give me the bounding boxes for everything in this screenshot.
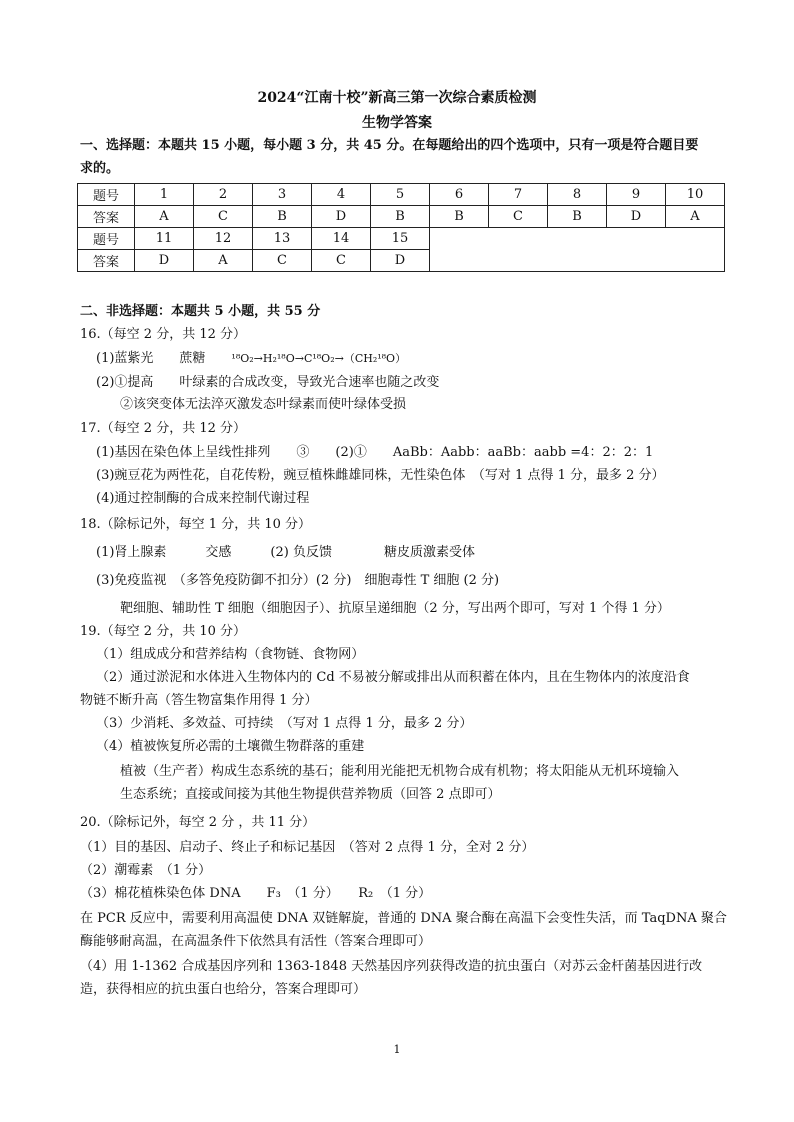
table-cell: B xyxy=(253,206,312,228)
section1-heading-line2: 求的。 xyxy=(80,161,120,176)
table-cell: 5 xyxy=(371,184,430,206)
q16-line2: (2)①提高 叶绿素的合成改变，导致光合速率也随之改变 xyxy=(96,375,440,390)
table-cell: 11 xyxy=(135,228,194,250)
table-cell: 7 xyxy=(489,184,548,206)
table-cell: 1 xyxy=(135,184,194,206)
table-cell: 13 xyxy=(253,228,312,250)
table-cell: 2 xyxy=(194,184,253,206)
table-cell: 12 xyxy=(194,228,253,250)
table-cell: A xyxy=(194,250,253,272)
q19-line3: 物链不断升高（答生物富集作用得 1 分） xyxy=(80,693,318,708)
q19-line6: 植被（生产者）构成生态系统的基石；能利用光能把无机物合成有机物；将太阳能从无机环境输入 xyxy=(120,764,680,779)
table-cell: C xyxy=(312,250,371,272)
page-subtitle: 生物学答案 xyxy=(362,115,432,131)
table-cell: 6 xyxy=(430,184,489,206)
table-cell: D xyxy=(135,250,194,272)
q16-line1-answer: (1)蓝紫光 蔗糖 xyxy=(96,351,232,366)
table-cell: A xyxy=(666,206,725,228)
table-cell: B xyxy=(548,206,607,228)
q18-line1: (1)肾上腺素 交感 (2) 负反馈 糖皮质激素受体 xyxy=(96,545,475,560)
q18-line3: 靶细胞、辅助性 T 细胞（细胞因子）、抗原呈递细胞（2 分，写出两个即可，写对 1 个得 1 分） xyxy=(120,601,670,616)
table-cell: D xyxy=(371,250,430,272)
table-row xyxy=(78,206,725,228)
q19-line4: （3）少消耗、多效益、可持续 （写对 1 点得 1 分，最多 2 分） xyxy=(96,716,473,731)
q17-heading: 17.（每空 2 分，共 12 分） xyxy=(80,421,247,436)
table-cell: 8 xyxy=(548,184,607,206)
row-label-question: 题号 xyxy=(78,228,135,250)
table-cell: D xyxy=(607,206,666,228)
q17-line2: (3)豌豆花为两性花，自花传粉，豌豆植株雌雄同株，无性染色体 （写对 1 点得 1 分，最多 2 分） xyxy=(96,468,665,483)
q19-line5: （4）植被恢复所必需的土壤微生物群落的重建 xyxy=(96,739,365,754)
q19-line1: （1）组成成分和营养结构（食物链、食物网） xyxy=(96,647,365,662)
row-label-answer: 答案 xyxy=(78,206,135,228)
page-title: 2024“江南十校”新高三第一次综合素质检测 xyxy=(257,90,537,106)
q16-isotope-pathway: ¹⁸O₂→H₂¹⁸O→C¹⁸O₂→（CH₂¹⁸O） xyxy=(231,352,407,365)
row-label-question: 题号 xyxy=(78,184,135,206)
table-cell: 10 xyxy=(666,184,725,206)
q20-heading: 20.（除标记外，每空 2 分 ，共 11 分） xyxy=(80,815,316,830)
q19-heading: 19.（每空 2 分，共 10 分） xyxy=(80,624,247,639)
q20-line6: （4）用 1-1362 合成基因序列和 1363-1848 天然基因序列获得改造的抗虫蛋白（对苏云金杆菌基因进行改 xyxy=(80,959,703,974)
table-cell: B xyxy=(430,206,489,228)
section1-heading-line1: 一、选择题：本题共 15 小题，每小题 3 分，共 45 分。在每题给出的四个选项中，只有一项是符合题目要 xyxy=(80,138,699,153)
table-cell: 4 xyxy=(312,184,371,206)
q20-line1: （1）目的基因、启动子、终止子和标记基因 （答对 2 点得 1 分，全对 2 分） xyxy=(80,840,535,855)
table-cell: D xyxy=(312,206,371,228)
q18-line2: (3)免疫监视 （多答免疫防御不扣分）(2 分) 细胞毒性 T 细胞 (2 分) xyxy=(96,573,500,588)
table-cell: 3 xyxy=(253,184,312,206)
q20-line3: （3）棉花植株染色体 DNA F₃ （1 分） R₂ （1 分） xyxy=(80,886,432,901)
answer-table xyxy=(77,183,725,272)
table-cell: 9 xyxy=(607,184,666,206)
table-cell: C xyxy=(194,206,253,228)
empty-cell-block xyxy=(430,228,725,272)
table-cell: C xyxy=(489,206,548,228)
q20-line4: 在 PCR 反应中，需要利用高温使 DNA 双链解旋，普通的 DNA 聚合酶在高温下会变性失活，而 TaqDNA 聚合 xyxy=(80,911,727,926)
q19-line2: （2）通过淤泥和水体进入生物体内的 Cd 不易被分解或排出从而积蓄在体内，且在生物体内的浓度沿食 xyxy=(96,670,690,685)
q20-line7: 造，获得相应的抗虫蛋白也给分，答案合理即可） xyxy=(80,982,367,997)
q16-line1 xyxy=(96,350,406,368)
table-cell: C xyxy=(253,250,312,272)
q18-heading: 18.（除标记外，每空 1 分，共 10 分） xyxy=(80,517,312,532)
table-row xyxy=(78,228,725,250)
q20-line2: （2）潮霉素 （1 分） xyxy=(80,863,212,878)
q16-heading: 16.（每空 2 分，共 12 分） xyxy=(80,327,247,342)
q17-line3: (4)通过控制酶的合成来控制代谢过程 xyxy=(96,491,310,506)
table-cell: B xyxy=(371,206,430,228)
page-number: 1 xyxy=(393,1043,401,1056)
q16-line3: ②该突变体无法淬灭激发态叶绿素而使叶绿体受损 xyxy=(120,397,407,412)
q19-line7: 生态系统；直接或间接为其他生物提供营养物质（回答 2 点即可） xyxy=(120,787,501,802)
section2-heading: 二、非选择题：本题共 5 小题，共 55 分 xyxy=(80,304,321,319)
row-label-answer: 答案 xyxy=(78,250,135,272)
table-cell: A xyxy=(135,206,194,228)
table-row xyxy=(78,184,725,206)
table-cell: 14 xyxy=(312,228,371,250)
table-cell: 15 xyxy=(371,228,430,250)
q17-line1: (1)基因在染色体上呈线性排列 ③ (2)① AaBb：Aabb：aaBb：aabb =4：2：2：1 xyxy=(96,445,654,460)
q20-line5: 酶能够耐高温，在高温条件下依然具有活性（答案合理即可） xyxy=(80,934,432,949)
